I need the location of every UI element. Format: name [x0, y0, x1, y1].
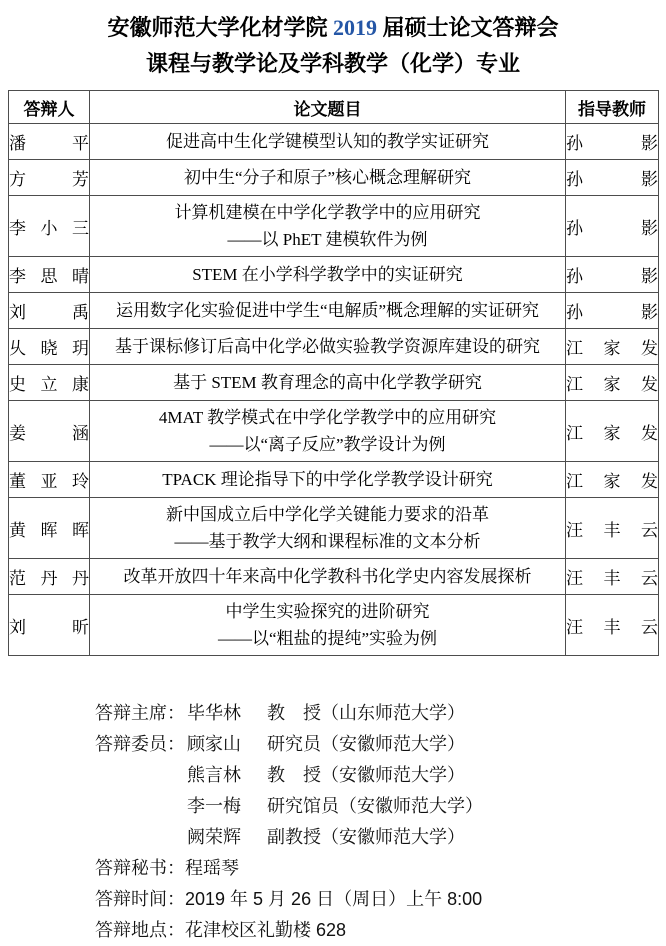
- candidate-name: 李小三: [9, 196, 90, 257]
- advisor-name: 孙影: [566, 293, 659, 329]
- thesis-title-line: 促进高中生化学键模型认知的教学实证研究: [166, 132, 489, 151]
- thesis-title: [90, 257, 566, 293]
- location-value: 花津校区礼勤楼 628: [185, 920, 347, 940]
- time-label: 答辩时间：: [95, 889, 185, 909]
- committee-member-name: 顾家山: [187, 734, 241, 754]
- advisor-name: 江家发: [566, 365, 659, 401]
- table-row: [9, 559, 659, 595]
- thesis-title-line: 基于课标修订后高中化学必做实验教学资源库建设的研究: [115, 337, 540, 356]
- thesis-title: [90, 498, 566, 559]
- thesis-title-line: 计算机建模在中学化学教学中的应用研究: [174, 203, 481, 222]
- thesis-title-line: 中学生实验探究的进阶研究: [225, 602, 430, 621]
- page-title: [0, 12, 666, 44]
- committee-line: [95, 698, 666, 729]
- table-row: [9, 257, 659, 293]
- thesis-title-line: TPACK 理论指导下的中学化学教学设计研究: [162, 470, 493, 489]
- title-suffix: 届硕士论文答辩会: [377, 15, 559, 40]
- candidate-name: 刘禹: [9, 293, 90, 329]
- thesis-title-line: 4MAT 教学模式在中学化学教学中的应用研究: [158, 408, 497, 427]
- title-year: 2019: [333, 15, 377, 40]
- thesis-title-line: ——以 PhET 建模软件为例: [227, 230, 428, 249]
- advisor-name: 江家发: [566, 329, 659, 365]
- committee-line: [95, 822, 666, 853]
- table-row: [9, 124, 659, 160]
- document-footer: [95, 698, 666, 946]
- committee-list: [95, 698, 666, 853]
- thesis-title: [90, 329, 566, 365]
- secretary-label: 答辩秘书：: [95, 858, 185, 878]
- thesis-title-line: 新中国成立后中学化学关键能力要求的沿革: [166, 505, 489, 524]
- thesis-title: [90, 124, 566, 160]
- committee-member-title: 教 授: [267, 765, 321, 785]
- candidate-name: 范丹丹: [9, 559, 90, 595]
- committee-member-org: （安徽师范大学）: [321, 765, 465, 785]
- committee-member-org: （安徽师范大学）: [339, 796, 483, 816]
- thesis-title: [90, 559, 566, 595]
- committee-member-name: 熊言林: [187, 765, 241, 785]
- thesis-title: [90, 401, 566, 462]
- committee-line: [95, 791, 666, 822]
- thesis-title: [90, 160, 566, 196]
- secretary-line: [95, 853, 666, 884]
- candidate-name: 姜涵: [9, 401, 90, 462]
- committee-member-name: 阙荣辉: [187, 827, 241, 847]
- advisor-name: 江家发: [566, 401, 659, 462]
- committee-line: [95, 760, 666, 791]
- table-row: [9, 401, 659, 462]
- thesis-title: [90, 293, 566, 329]
- candidate-name: 潘平: [9, 124, 90, 160]
- committee-member-title: 副教授: [267, 827, 321, 847]
- candidate-name: 乆晓玥: [9, 329, 90, 365]
- thesis-title-line: 初中生“分子和原子”核心概念理解研究: [183, 168, 472, 187]
- thesis-title-line: ——基于教学大纲和课程标准的文本分析: [174, 532, 481, 551]
- header-advisor: 指导教师: [566, 91, 659, 124]
- table-row: [9, 329, 659, 365]
- candidate-name: 刘昕: [9, 595, 90, 656]
- table-header-row: [9, 91, 659, 124]
- thesis-title-line: 改革开放四十年来高中化学教科书化学史内容发展探析: [123, 567, 532, 586]
- candidate-name: 史立康: [9, 365, 90, 401]
- time-value: 2019 年 5 月 26 日（周日）上午 8:00: [185, 889, 483, 909]
- committee-member-title: 研究馆员: [267, 796, 339, 816]
- defense-table-body: [9, 124, 659, 656]
- advisor-name: 汪丰云: [566, 595, 659, 656]
- thesis-title-line: STEM 在小学科学教学中的实证研究: [192, 265, 463, 284]
- committee-line: [95, 729, 666, 760]
- location-line: [95, 915, 666, 946]
- time-line: [95, 884, 666, 915]
- table-row: [9, 462, 659, 498]
- table-row: [9, 365, 659, 401]
- committee-role-label: 答辩主席：: [95, 703, 185, 723]
- location-label: 答辩地点：: [95, 920, 185, 940]
- committee-member-org: （安徽师范大学）: [321, 734, 465, 754]
- candidate-name: 李思晴: [9, 257, 90, 293]
- committee-member-title: 教 授: [267, 703, 321, 723]
- committee-member-org: （山东师范大学）: [321, 703, 465, 723]
- table-row: [9, 160, 659, 196]
- thesis-title: [90, 365, 566, 401]
- header-candidate: 答辩人: [9, 91, 90, 124]
- title-prefix: 安徽师范大学化材学院: [107, 15, 333, 40]
- advisor-name: 孙影: [566, 124, 659, 160]
- committee-member-name: 毕华林: [187, 703, 241, 723]
- advisor-name: 汪丰云: [566, 498, 659, 559]
- candidate-name: 方芳: [9, 160, 90, 196]
- advisor-name: 汪丰云: [566, 559, 659, 595]
- advisor-name: 孙影: [566, 160, 659, 196]
- thesis-title-line: ——以“粗盐的提纯”实验为例: [217, 629, 438, 648]
- table-row: [9, 196, 659, 257]
- committee-member-name: 李一梅: [187, 796, 241, 816]
- advisor-name: 孙影: [566, 196, 659, 257]
- committee-member-org: （安徽师范大学）: [321, 827, 465, 847]
- thesis-title: [90, 462, 566, 498]
- advisor-name: 江家发: [566, 462, 659, 498]
- page-subtitle: 课程与教学论及学科教学（化学）专业: [145, 51, 520, 76]
- committee-member-title: 研究员: [267, 734, 321, 754]
- table-row: [9, 595, 659, 656]
- defense-schedule-table: [8, 90, 659, 656]
- header-thesis-title: 论文题目: [90, 91, 566, 124]
- thesis-title-line: 运用数字化实验促进中学生“电解质”概念理解的实证研究: [115, 301, 540, 320]
- thesis-title: [90, 595, 566, 656]
- thesis-title-line: 基于 STEM 教育理念的高中化学教学研究: [173, 373, 482, 392]
- table-row: [9, 293, 659, 329]
- table-row: [9, 498, 659, 559]
- candidate-name: 黄晖晖: [9, 498, 90, 559]
- candidate-name: 董亚玲: [9, 462, 90, 498]
- advisor-name: 孙影: [566, 257, 659, 293]
- document-header: [0, 0, 666, 80]
- committee-role-label: 答辩委员：: [95, 734, 185, 754]
- thesis-title-line: ——以“离子反应”教学设计为例: [209, 435, 446, 454]
- secretary-name: 程瑶琴: [185, 858, 239, 878]
- thesis-title: [90, 196, 566, 257]
